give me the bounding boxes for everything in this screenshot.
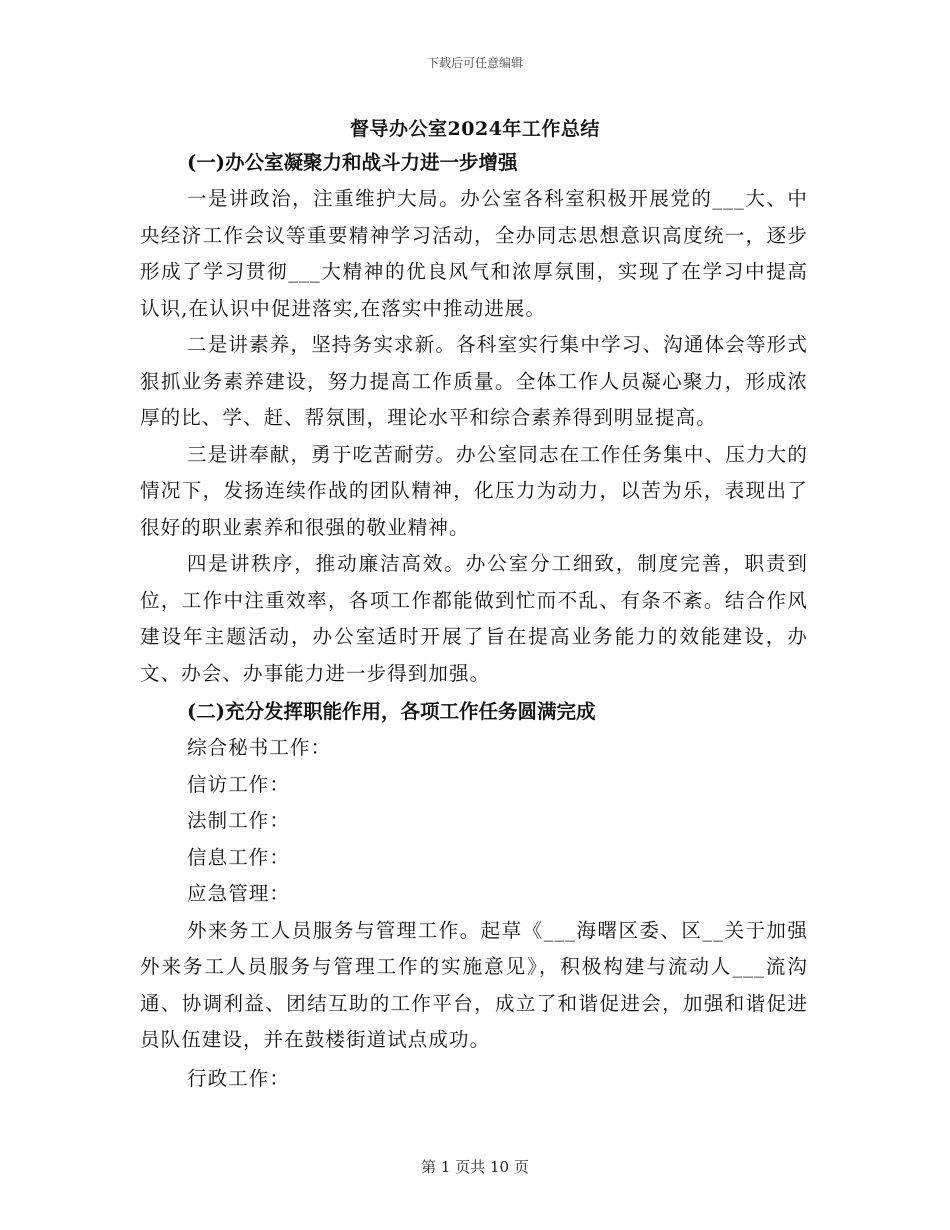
section-1-heading: (一)办公室凝聚力和战斗力进一步增强 (187, 151, 518, 174)
section-2-heading: (二)充分发挥职能作用，各项工作任务圆满完成 (187, 700, 596, 723)
list-item-secretary-work: 综合秘书工作： (187, 736, 332, 759)
section-1-paragraph-4: 四是讲秩序，推动廉洁高效。办公室分工细致，制度完善，职责到位，工作中注重效率，各项工作都能做到忙而不乱、有条不紊。结合作风建设年主题活动，办公室适时开展了旨在提高业务能力的效能建设，办文、办会、办事能力进一步得到加强。 (140, 552, 808, 685)
list-item-information-work: 信息工作： (187, 845, 291, 869)
page-number-footer: 第 1 页共 10 页 (421, 1158, 529, 1176)
list-item-emergency-management: 应急管理： (187, 882, 291, 905)
section-2-paragraph-migrant-workers: 外来务工人员服务与管理工作。起草《___海曙区委、区__关于加强外来务工人员服务与管理工作的实施意见》，积极构建与流动人___流沟通、协调利益、团结互助的工作平台，成立了和谐促进会，加强和谐促进员队伍建设，并在鼓楼街道试点成功。 (140, 918, 808, 1051)
list-item-administrative-work: 行政工作： (187, 1066, 291, 1090)
list-item-legal-work: 法制工作： (187, 809, 291, 832)
section-1-paragraph-2: 二是讲素养，坚持务实求新。各科室实行集中学习、沟通体会等形式狠抓业务素养建设，努力提高工作质量。全体工作人员凝心聚力，形成浓厚的比、学、赶、帮氛围，理论水平和综合素养得到明显提高。 (140, 333, 808, 429)
section-1-paragraph-1: 一是讲政治，注重维护大局。办公室各科室积极开展党的___大、中央经济工作会议等重要精神学习活动，全办同志思想意识高度统一，逐步形成了学习贯彻___大精神的优良风气和浓厚氛围，实现了在学习中提高认识,在认识中促进落实,在落实中推动进展。 (140, 187, 808, 320)
document-title: 督导办公室2024年工作总结 (350, 118, 600, 140)
section-1-paragraph-3: 三是讲奉献，勇于吃苦耐劳。办公室同志在工作任务集中、压力大的情况下，发扬连续作战的团队精神，化压力为动力，以苦为乐，表现出了很好的职业素养和很强的敬业精神。 (140, 442, 808, 539)
document-body (140, 145, 808, 1097)
list-item-petition-work: 信访工作： (187, 772, 291, 796)
page-header-note: 下载后可任意编辑 (426, 56, 523, 70)
